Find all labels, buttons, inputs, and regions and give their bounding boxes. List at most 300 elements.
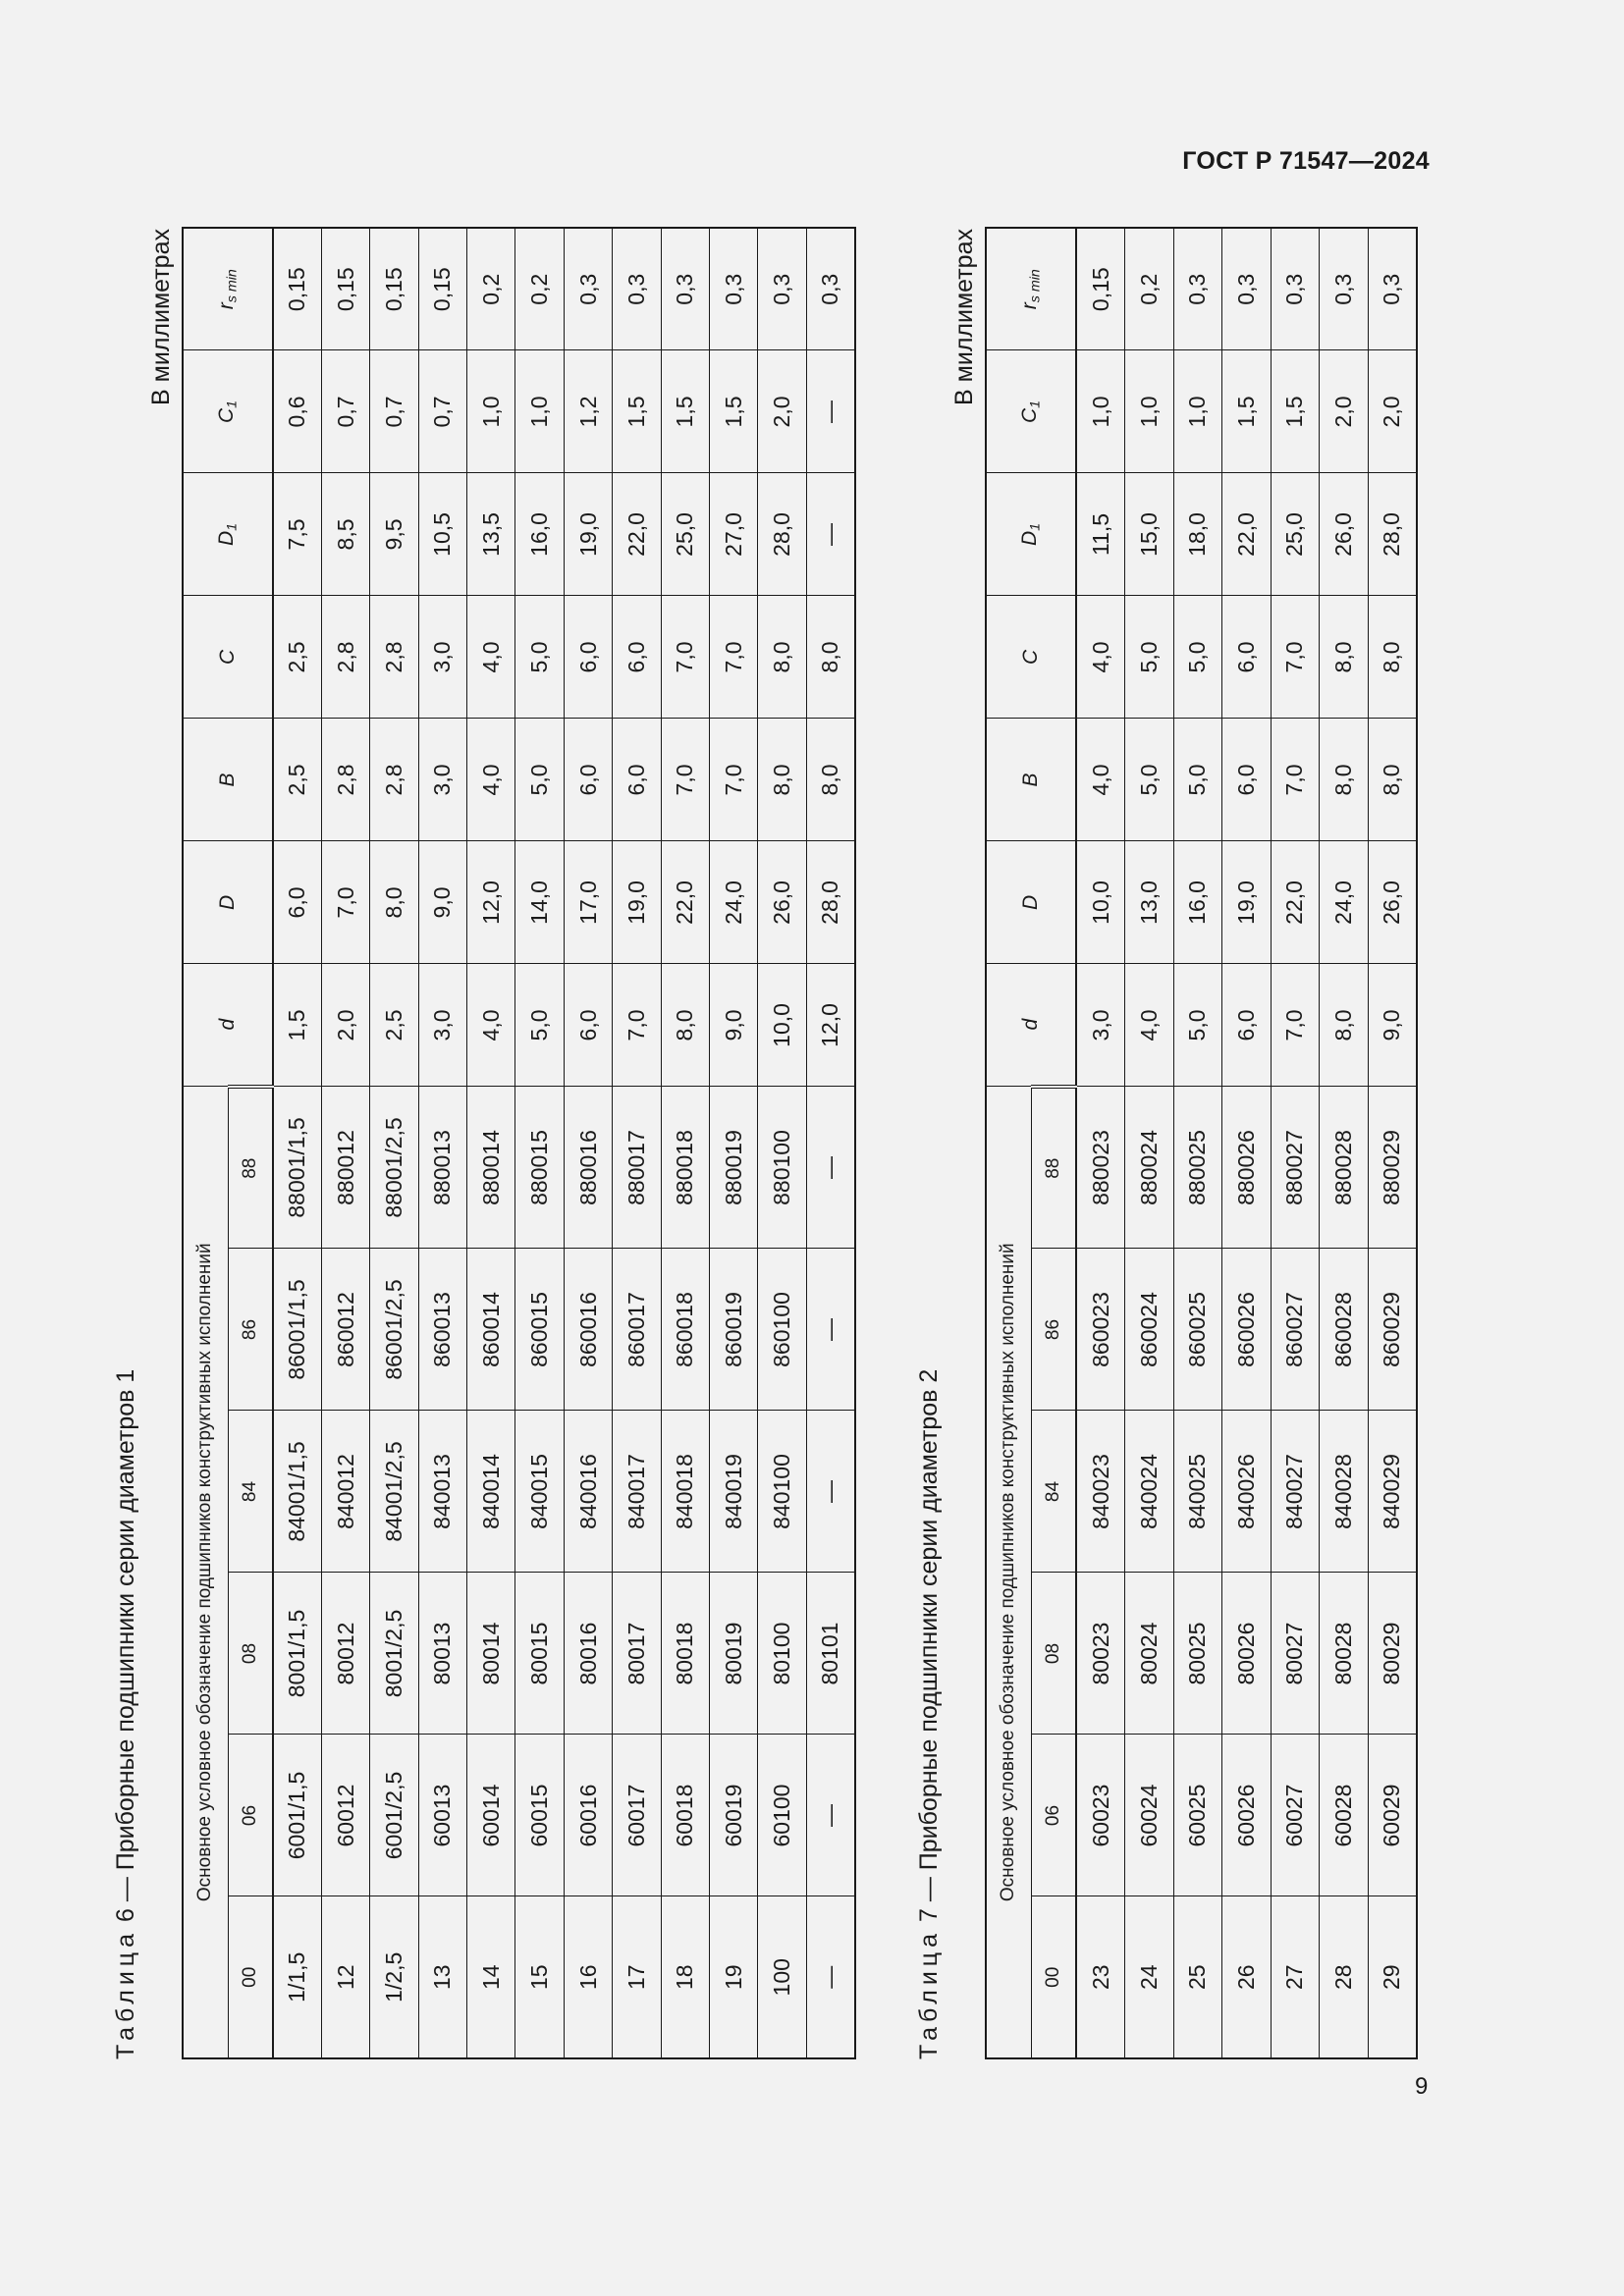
dimension-subscript: 1 — [1027, 400, 1044, 408]
table-row — [273, 228, 321, 2058]
table-cell: 0,3 — [1173, 228, 1222, 350]
table-cell: 880023 — [1076, 1087, 1125, 1249]
table-cell: 60027 — [1271, 1735, 1320, 1896]
table-cell: 1,5 — [661, 350, 709, 473]
table-cell: 860012 — [321, 1249, 369, 1411]
table-cell: 28,0 — [1368, 473, 1417, 596]
table-cell: 4,0 — [1125, 964, 1174, 1087]
table-cell: 4,0 — [467, 964, 515, 1087]
table-cell: 840012 — [321, 1411, 369, 1573]
table-cell: 60016 — [564, 1735, 612, 1896]
table-cell: 8,5 — [321, 473, 369, 596]
table-cell: 84001/2,5 — [370, 1411, 418, 1573]
design-header: 88 — [1031, 1087, 1076, 1249]
table-cell: 6,0 — [613, 719, 661, 841]
table-cell: 84001/1,5 — [273, 1411, 321, 1573]
table-cell: 25,0 — [661, 473, 709, 596]
table-cell: 860026 — [1222, 1249, 1272, 1411]
dimension-subscript: s min — [224, 269, 241, 303]
table7-units: В миллиметрах — [950, 229, 978, 405]
dimension-symbol: D — [215, 530, 239, 547]
table-cell: 4,0 — [467, 596, 515, 719]
table-cell: 8,0 — [370, 841, 418, 964]
table-cell: 10,0 — [1076, 841, 1125, 964]
table-cell: 19,0 — [613, 841, 661, 964]
design-header: 06 — [228, 1735, 273, 1896]
table-cell: 80019 — [710, 1573, 758, 1735]
table-cell: 86001/1,5 — [273, 1249, 321, 1411]
table-cell: 25,0 — [1271, 473, 1320, 596]
table-cell: 2,0 — [321, 964, 369, 1087]
table-cell: 860017 — [613, 1249, 661, 1411]
table-cell: 27 — [1271, 1896, 1320, 2058]
table-row — [1222, 228, 1272, 2058]
table-cell: 24,0 — [710, 841, 758, 964]
table-cell: 60028 — [1320, 1735, 1369, 1896]
table-cell: 29 — [1368, 1896, 1417, 2058]
dimension-subscript: 1 — [224, 400, 241, 408]
table-row — [758, 228, 806, 2058]
page-number: 9 — [1415, 2073, 1429, 2100]
dimension-header — [183, 350, 273, 473]
table-cell: 0,3 — [613, 228, 661, 350]
table-cell: 860013 — [418, 1249, 466, 1411]
table-cell: 840100 — [758, 1411, 806, 1573]
table-row — [1320, 228, 1369, 2058]
table-cell: 26,0 — [1368, 841, 1417, 964]
table-cell: 880013 — [418, 1087, 466, 1249]
table-cell: 880014 — [467, 1087, 515, 1249]
table-row — [1076, 228, 1125, 2058]
table-cell: 7,0 — [710, 719, 758, 841]
table-cell: 60025 — [1173, 1735, 1222, 1896]
table-cell: 0,3 — [1368, 228, 1417, 350]
table-cell: 18,0 — [1173, 473, 1222, 596]
table-cell: 7,0 — [613, 964, 661, 1087]
table-cell: 860019 — [710, 1249, 758, 1411]
group-header: Основное условное обозначение подшипников конструктивных исполнений — [986, 1087, 1031, 2058]
dimension-symbol: D — [216, 894, 239, 911]
table-cell: 26 — [1222, 1896, 1272, 2058]
standard-number: ГОСТ Р 71547—2024 — [1182, 147, 1430, 175]
table-cell: 1,5 — [710, 350, 758, 473]
table-cell: 860029 — [1368, 1249, 1417, 1411]
table-cell: 860027 — [1271, 1249, 1320, 1411]
table-row — [661, 228, 709, 2058]
table-cell: 0,15 — [321, 228, 369, 350]
table-cell: 8,0 — [661, 964, 709, 1087]
table-cell: 0,2 — [515, 228, 564, 350]
dimension-header — [986, 228, 1076, 350]
table-cell: 880012 — [321, 1087, 369, 1249]
table-cell: 5,0 — [1173, 719, 1222, 841]
table-cell: 860015 — [515, 1249, 564, 1411]
table-cell: 6,0 — [613, 596, 661, 719]
table-cell: 0,3 — [806, 228, 854, 350]
table-row — [321, 228, 369, 2058]
table-cell: 0,2 — [1125, 228, 1174, 350]
table-cell: 88001/2,5 — [370, 1087, 418, 1249]
dimension-symbol: r — [1018, 302, 1042, 310]
table-cell: 60100 — [758, 1735, 806, 1896]
table-cell: 840029 — [1368, 1411, 1417, 1573]
table-cell: 0,3 — [710, 228, 758, 350]
table-cell: — — [806, 1896, 854, 2058]
table-cell: 0,3 — [758, 228, 806, 350]
table-cell: 860024 — [1125, 1249, 1174, 1411]
table-cell: 7,0 — [1271, 596, 1320, 719]
table-cell: 28 — [1320, 1896, 1369, 2058]
table-cell: 27,0 — [710, 473, 758, 596]
dimension-subscript: 1 — [224, 522, 241, 531]
table-cell: 2,0 — [758, 350, 806, 473]
table6 — [182, 227, 856, 2059]
table-cell: 80016 — [564, 1573, 612, 1735]
table-cell: 8,0 — [1320, 719, 1369, 841]
table6-caption — [112, 1369, 140, 2059]
table-row — [806, 228, 854, 2058]
table-row — [1173, 228, 1222, 2058]
table-cell: 2,0 — [1320, 350, 1369, 473]
table-cell: 25 — [1173, 1896, 1222, 2058]
table7-caption — [915, 1369, 944, 2059]
table-cell: 5,0 — [1173, 964, 1222, 1087]
table-cell: 7,5 — [273, 473, 321, 596]
table-cell: 4,0 — [467, 719, 515, 841]
table-cell: 80026 — [1222, 1573, 1272, 1735]
table-cell: 9,0 — [1368, 964, 1417, 1087]
table-cell: 23 — [1076, 1896, 1125, 2058]
table-cell: 0,15 — [1076, 228, 1125, 350]
table-row — [613, 228, 661, 2058]
header-row — [183, 228, 228, 2058]
table-cell: 0,7 — [370, 350, 418, 473]
table-cell: 80024 — [1125, 1573, 1174, 1735]
table-cell: 3,0 — [1076, 964, 1125, 1087]
table-cell: 2,8 — [370, 719, 418, 841]
table-cell: 840016 — [564, 1411, 612, 1573]
table-cell: 1,5 — [273, 964, 321, 1087]
table-cell: 60015 — [515, 1735, 564, 1896]
table-cell: 22,0 — [661, 841, 709, 964]
table-cell: 5,0 — [1173, 596, 1222, 719]
table-cell: 22,0 — [613, 473, 661, 596]
table-cell: 80029 — [1368, 1573, 1417, 1735]
table-cell: 26,0 — [1320, 473, 1369, 596]
table-cell: 22,0 — [1222, 473, 1272, 596]
table-cell: 7,0 — [1271, 719, 1320, 841]
table-cell: 4,0 — [1076, 719, 1125, 841]
table-cell: 2,5 — [273, 596, 321, 719]
table-cell: 80028 — [1320, 1573, 1369, 1735]
table-cell: 28,0 — [806, 841, 854, 964]
table-cell: 3,0 — [418, 596, 466, 719]
table-cell: 7,0 — [710, 596, 758, 719]
design-header: 86 — [1031, 1249, 1076, 1411]
table-cell: 1,0 — [467, 350, 515, 473]
table-cell: 3,0 — [418, 964, 466, 1087]
table-cell: — — [806, 1087, 854, 1249]
table-cell: 8,0 — [806, 596, 854, 719]
table-cell: 8,0 — [1320, 964, 1369, 1087]
table-cell: 1,0 — [1076, 350, 1125, 473]
table-cell: 8,0 — [758, 596, 806, 719]
table-cell: 60012 — [321, 1735, 369, 1896]
header-row — [986, 228, 1031, 2058]
dimension-header — [183, 719, 273, 841]
table-cell: 7,0 — [321, 841, 369, 964]
table-cell: 0,3 — [1271, 228, 1320, 350]
table-cell: 1/2,5 — [370, 1896, 418, 2058]
table-cell: 880016 — [564, 1087, 612, 1249]
dimension-symbol: d — [1019, 1018, 1042, 1031]
table-cell: 80025 — [1173, 1573, 1222, 1735]
table-cell: 12,0 — [467, 841, 515, 964]
table-cell: 88001/1,5 — [273, 1087, 321, 1249]
dimension-header — [183, 841, 273, 964]
table-cell: 12 — [321, 1896, 369, 2058]
table-cell: 13,5 — [467, 473, 515, 596]
table-cell: 5,0 — [515, 964, 564, 1087]
table-cell: 6,0 — [1222, 719, 1272, 841]
table-cell: 0,3 — [1320, 228, 1369, 350]
table-cell: 840017 — [613, 1411, 661, 1573]
table-cell: — — [806, 350, 854, 473]
table-cell: 2,8 — [370, 596, 418, 719]
table-row — [564, 228, 612, 2058]
table-cell: 9,5 — [370, 473, 418, 596]
table-cell: 8001/1,5 — [273, 1573, 321, 1735]
dimension-header — [986, 350, 1076, 473]
table-cell: 5,0 — [515, 719, 564, 841]
dimension-header — [986, 719, 1076, 841]
table-cell: 840027 — [1271, 1411, 1320, 1573]
table-cell: 24,0 — [1320, 841, 1369, 964]
table-cell: 6001/2,5 — [370, 1735, 418, 1896]
table-cell: — — [806, 1411, 854, 1573]
table-cell: 840014 — [467, 1411, 515, 1573]
table-cell: 1,0 — [1125, 350, 1174, 473]
table-cell: 6,0 — [564, 964, 612, 1087]
table-cell: 60014 — [467, 1735, 515, 1896]
table-cell: 860023 — [1076, 1249, 1125, 1411]
dimension-symbol: C — [1018, 407, 1042, 424]
dimension-subscript: 1 — [1027, 522, 1044, 531]
table-cell: 19,0 — [1222, 841, 1272, 964]
table-row — [515, 228, 564, 2058]
table-cell: 1,2 — [564, 350, 612, 473]
table-cell: 10,5 — [418, 473, 466, 596]
table-cell: 1,5 — [613, 350, 661, 473]
table-cell: 2,0 — [1368, 350, 1417, 473]
table-cell: 8001/2,5 — [370, 1573, 418, 1735]
table6-caption-text: 6 — Приборные подшипники серии диаметров 1 — [112, 1368, 139, 1929]
table-cell: 100 — [758, 1896, 806, 2058]
table-cell: 14,0 — [515, 841, 564, 964]
table-cell: 840026 — [1222, 1411, 1272, 1573]
table-cell: — — [806, 473, 854, 596]
table-cell: 24 — [1125, 1896, 1174, 2058]
table-cell: 11,5 — [1076, 473, 1125, 596]
table-cell: 880028 — [1320, 1087, 1369, 1249]
table-cell: 7,0 — [1271, 964, 1320, 1087]
table-cell: 80100 — [758, 1573, 806, 1735]
table-cell: 16,0 — [1173, 841, 1222, 964]
table-cell: 0,3 — [564, 228, 612, 350]
table-cell: 0,7 — [418, 350, 466, 473]
table-cell: 5,0 — [1125, 596, 1174, 719]
table-cell: — — [806, 1735, 854, 1896]
table-cell: 60013 — [418, 1735, 466, 1896]
table-row — [710, 228, 758, 2058]
table-cell: 0,15 — [273, 228, 321, 350]
table-cell: 80013 — [418, 1573, 466, 1735]
table-cell: 9,0 — [710, 964, 758, 1087]
table-cell: 8,0 — [1368, 596, 1417, 719]
table-cell: 860016 — [564, 1249, 612, 1411]
table-cell: 880015 — [515, 1087, 564, 1249]
table-cell: 13,0 — [1125, 841, 1174, 964]
table-cell: 840025 — [1173, 1411, 1222, 1573]
table-cell: 880029 — [1368, 1087, 1417, 1249]
table-cell: 7,0 — [661, 719, 709, 841]
dimension-header — [986, 964, 1076, 1087]
table-row — [1271, 228, 1320, 2058]
table-cell: 1,0 — [515, 350, 564, 473]
table-cell: 840028 — [1320, 1411, 1369, 1573]
table-cell: 5,0 — [1125, 719, 1174, 841]
table7-caption-text: 7 — Приборные подшипники серии диаметров 2 — [915, 1368, 943, 1929]
table-cell: 880100 — [758, 1087, 806, 1249]
table-cell: 6,0 — [1222, 596, 1272, 719]
table-cell: 60026 — [1222, 1735, 1272, 1896]
table-cell: 10,0 — [758, 964, 806, 1087]
table-cell: 28,0 — [758, 473, 806, 596]
table-cell: 8,0 — [758, 719, 806, 841]
table-cell: 0,15 — [370, 228, 418, 350]
table-cell: 6,0 — [564, 719, 612, 841]
table-cell: 0,3 — [661, 228, 709, 350]
table-cell: 15 — [515, 1896, 564, 2058]
table-cell: 840018 — [661, 1411, 709, 1573]
table-row — [467, 228, 515, 2058]
table-cell: 2,5 — [273, 719, 321, 841]
table-cell: 860025 — [1173, 1249, 1222, 1411]
table-cell: 0,3 — [1222, 228, 1272, 350]
table-cell: 1/1,5 — [273, 1896, 321, 2058]
table-cell: 0,2 — [467, 228, 515, 350]
table-cell: 60023 — [1076, 1735, 1125, 1896]
table-cell: 18 — [661, 1896, 709, 2058]
table-row — [418, 228, 466, 2058]
table-cell: 880026 — [1222, 1087, 1272, 1249]
design-header: 84 — [1031, 1411, 1076, 1573]
design-header: 06 — [1031, 1735, 1076, 1896]
table-cell: 8,0 — [1368, 719, 1417, 841]
table-cell: 80018 — [661, 1573, 709, 1735]
table-cell: 8,0 — [1320, 596, 1369, 719]
table-cell: 880018 — [661, 1087, 709, 1249]
dimension-symbol: C — [1019, 649, 1042, 666]
table6-caption-word: Таблица — [112, 1928, 139, 2059]
table-cell: 80101 — [806, 1573, 854, 1735]
table-cell: 60018 — [661, 1735, 709, 1896]
table-cell: 80014 — [467, 1573, 515, 1735]
design-header: 86 — [228, 1249, 273, 1411]
table-cell: 1,5 — [1222, 350, 1272, 473]
dimension-header — [183, 473, 273, 596]
design-header: 84 — [228, 1411, 273, 1573]
table-cell: 60029 — [1368, 1735, 1417, 1896]
design-header: 00 — [228, 1896, 273, 2058]
dimension-subscript: s min — [1027, 269, 1044, 303]
table-cell: 60019 — [710, 1735, 758, 1896]
dimension-header — [183, 228, 273, 350]
table-cell: 2,8 — [321, 719, 369, 841]
table-cell: 840019 — [710, 1411, 758, 1573]
table-cell: 0,6 — [273, 350, 321, 473]
table-cell: 17 — [613, 1896, 661, 2058]
table-cell: 12,0 — [806, 964, 854, 1087]
table6-units: В миллиметрах — [147, 229, 175, 405]
table-cell: 840024 — [1125, 1411, 1174, 1573]
table-cell: 15,0 — [1125, 473, 1174, 596]
table-cell: 0,15 — [418, 228, 466, 350]
design-header: 08 — [1031, 1573, 1076, 1735]
table-cell: 80015 — [515, 1573, 564, 1735]
dimension-header — [986, 596, 1076, 719]
dimension-symbol: B — [216, 773, 239, 787]
table-cell: 3,0 — [418, 719, 466, 841]
dimension-symbol: C — [216, 649, 239, 666]
table-cell: 4,0 — [1076, 596, 1125, 719]
table-cell: 6,0 — [1222, 964, 1272, 1087]
table-cell: 19 — [710, 1896, 758, 2058]
dimension-header — [986, 473, 1076, 596]
table-cell: 22,0 — [1271, 841, 1320, 964]
table-cell: 86001/2,5 — [370, 1249, 418, 1411]
table-cell: 26,0 — [758, 841, 806, 964]
table-cell: 860018 — [661, 1249, 709, 1411]
table-cell: 16 — [564, 1896, 612, 2058]
table-cell: 1,0 — [1173, 350, 1222, 473]
table-cell: 13 — [418, 1896, 466, 2058]
table-cell: 880024 — [1125, 1087, 1174, 1249]
table-cell: 860028 — [1320, 1249, 1369, 1411]
table-cell: — — [806, 1249, 854, 1411]
table-cell: 9,0 — [418, 841, 466, 964]
table-row — [370, 228, 418, 2058]
table-cell: 840013 — [418, 1411, 466, 1573]
table-cell: 80027 — [1271, 1573, 1320, 1735]
table-cell: 16,0 — [515, 473, 564, 596]
table-cell: 60017 — [613, 1735, 661, 1896]
dimension-symbol: r — [215, 302, 239, 310]
dimension-symbol: d — [216, 1018, 239, 1031]
table-cell: 19,0 — [564, 473, 612, 596]
design-header: 00 — [1031, 1896, 1076, 2058]
table-cell: 17,0 — [564, 841, 612, 964]
table-cell: 8,0 — [806, 719, 854, 841]
table-cell: 6,0 — [564, 596, 612, 719]
table-cell: 60024 — [1125, 1735, 1174, 1896]
table-row — [1368, 228, 1417, 2058]
group-header: Основное условное обозначение подшипников конструктивных исполнений — [183, 1087, 228, 2058]
table-cell: 860100 — [758, 1249, 806, 1411]
design-header: 08 — [228, 1573, 273, 1735]
dimension-header — [183, 964, 273, 1087]
dimension-symbol: C — [215, 407, 239, 424]
